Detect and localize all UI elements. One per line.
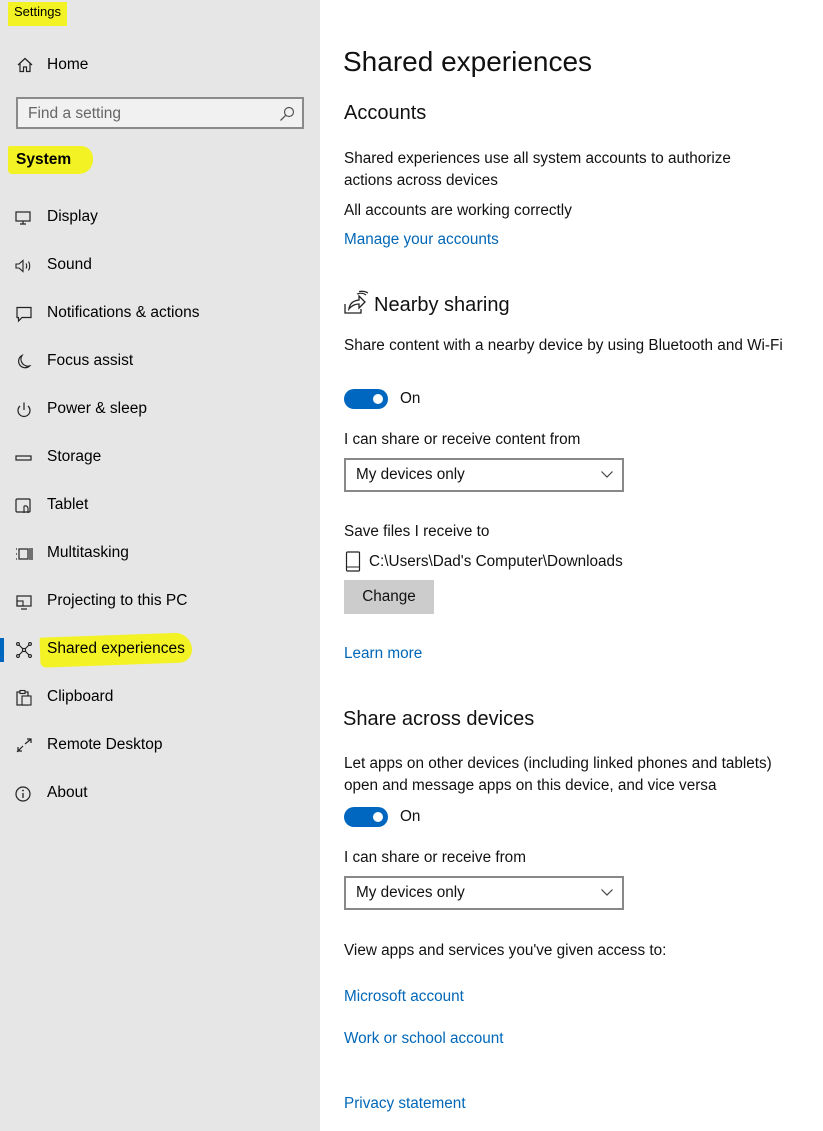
sidebar-item-label: Projecting to this PC xyxy=(47,592,188,609)
page-title: Shared experiences xyxy=(343,46,593,77)
sidebar-item-shared-experiences[interactable] xyxy=(0,630,320,670)
home-icon xyxy=(16,56,34,74)
sidebar xyxy=(0,0,320,1131)
sidebar-item-label: Storage xyxy=(47,448,102,465)
monitor-icon xyxy=(14,209,34,227)
speaker-icon xyxy=(14,257,34,275)
sidebar-item-label: Shared experiences xyxy=(47,640,185,657)
share-across-description: Let apps on other devices (including linked phones and tablets) open and message apps on this device, and vice versa xyxy=(344,755,772,794)
nearby-sharing-toggle-label: On xyxy=(400,390,421,407)
share-receive-from-select[interactable] xyxy=(344,876,624,910)
shared-experiences-icon xyxy=(14,641,34,659)
select-value: My devices only xyxy=(356,884,465,901)
share-receive-from-label: I can share or receive from xyxy=(344,849,526,866)
sidebar-item-clipboard[interactable] xyxy=(0,678,320,718)
sidebar-item-sound[interactable] xyxy=(0,246,320,286)
sidebar-item-projecting[interactable] xyxy=(0,582,320,622)
search-icon xyxy=(278,105,296,123)
share-content-from-select[interactable] xyxy=(344,458,624,492)
sidebar-item-power-sleep[interactable] xyxy=(0,390,320,430)
search-placeholder: Find a setting xyxy=(28,105,122,122)
manage-accounts-link[interactable]: Manage your accounts xyxy=(344,231,499,248)
sidebar-item-label: Focus assist xyxy=(47,352,134,369)
drive-icon xyxy=(14,449,34,467)
microsoft-account-link[interactable]: Microsoft account xyxy=(344,988,464,1005)
device-icon xyxy=(345,551,361,573)
view-apps-label: View apps and services you've given access to: xyxy=(344,942,667,959)
accounts-description: Shared experiences use all system accounts to authorize actions across devices xyxy=(344,150,731,189)
nearby-sharing-heading: Nearby sharing xyxy=(374,294,510,316)
remote-desktop-icon xyxy=(14,737,34,755)
share-content-from-label: I can share or receive content from xyxy=(344,431,581,448)
speech-bubble-icon xyxy=(14,305,34,323)
sidebar-item-label: About xyxy=(47,784,88,801)
sidebar-item-label: Sound xyxy=(47,256,92,273)
search-input[interactable] xyxy=(16,97,304,129)
share-across-toggle[interactable] xyxy=(344,807,388,827)
power-icon xyxy=(14,401,34,419)
section-label-system: System xyxy=(8,146,93,174)
app-title: Settings xyxy=(8,2,67,26)
moon-icon xyxy=(14,353,34,371)
accounts-heading: Accounts xyxy=(344,102,427,124)
sidebar-item-label: Home xyxy=(47,56,89,73)
sidebar-item-remote-desktop[interactable] xyxy=(0,726,320,766)
nearby-sharing-toggle[interactable] xyxy=(344,389,388,409)
sidebar-item-home[interactable] xyxy=(0,48,320,82)
save-files-label: Save files I receive to xyxy=(344,523,490,540)
sidebar-item-label: Display xyxy=(47,208,98,225)
info-icon xyxy=(14,785,34,803)
nearby-sharing-description: Share content with a nearby device by using Bluetooth and Wi-Fi xyxy=(344,337,783,354)
work-school-account-link[interactable]: Work or school account xyxy=(344,1030,504,1047)
learn-more-link[interactable]: Learn more xyxy=(344,645,423,662)
accounts-status: All accounts are working correctly xyxy=(344,202,572,219)
toggle-knob xyxy=(373,394,383,404)
sidebar-item-about[interactable] xyxy=(0,774,320,814)
sidebar-item-label: Remote Desktop xyxy=(47,736,163,753)
privacy-statement-link[interactable]: Privacy statement xyxy=(344,1095,466,1112)
sidebar-item-storage[interactable] xyxy=(0,438,320,478)
tablet-icon xyxy=(14,497,34,515)
change-button[interactable]: Change xyxy=(344,580,434,614)
toggle-knob xyxy=(373,812,383,822)
nearby-sharing-icon xyxy=(343,290,369,316)
save-files-path: C:\Users\Dad's Computer\Downloads xyxy=(369,553,623,570)
sidebar-item-label: Tablet xyxy=(47,496,89,513)
sidebar-item-display[interactable] xyxy=(0,198,320,238)
multitasking-icon xyxy=(14,545,34,563)
selection-indicator xyxy=(0,638,4,662)
sidebar-item-focus-assist[interactable] xyxy=(0,342,320,382)
sidebar-item-tablet[interactable] xyxy=(0,486,320,526)
sidebar-item-label: Clipboard xyxy=(47,688,114,705)
select-value: My devices only xyxy=(356,466,465,483)
clipboard-icon xyxy=(14,689,34,707)
sidebar-item-notifications[interactable] xyxy=(0,294,320,334)
share-across-toggle-label: On xyxy=(400,808,421,825)
share-across-devices-heading: Share across devices xyxy=(343,708,535,730)
projector-icon xyxy=(14,593,34,611)
sidebar-item-multitasking[interactable] xyxy=(0,534,320,574)
sidebar-item-label: Multitasking xyxy=(47,544,129,561)
chevron-down-icon xyxy=(600,467,614,481)
sidebar-item-label: Notifications & actions xyxy=(47,304,200,321)
chevron-down-icon xyxy=(600,885,614,899)
sidebar-item-label: Power & sleep xyxy=(47,400,147,417)
